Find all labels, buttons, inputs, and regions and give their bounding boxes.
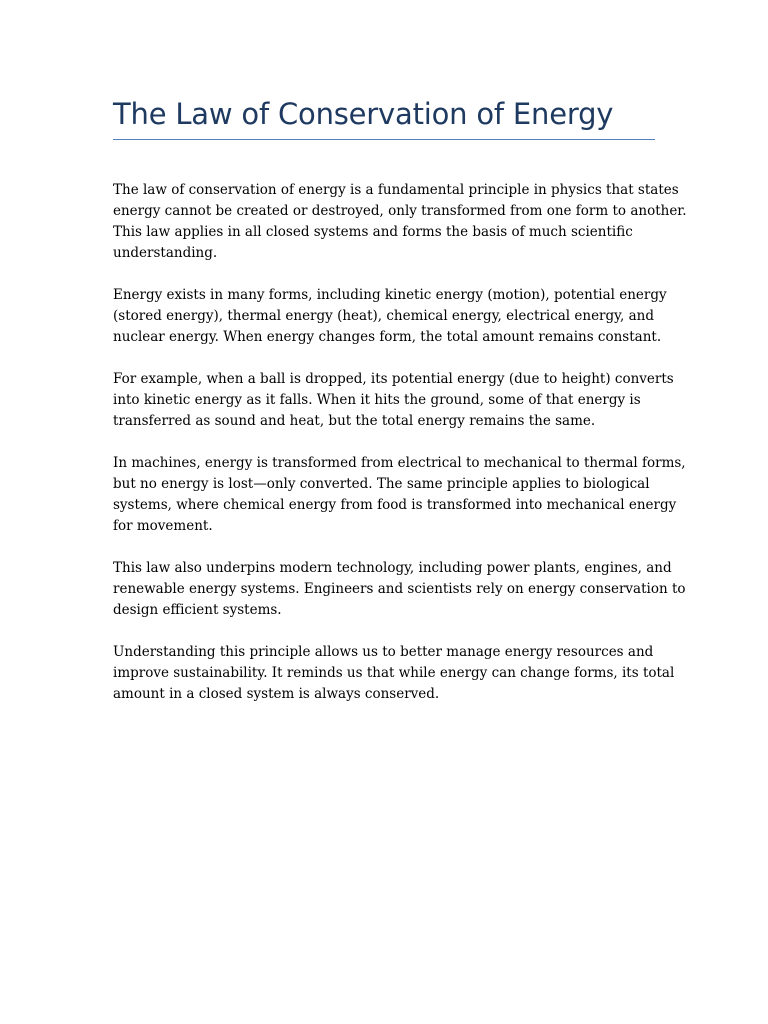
paragraph-line: Understanding this principle allows us to better manage energy resources and (113, 644, 654, 660)
paragraph-2 (113, 285, 673, 348)
paragraph-1 (113, 180, 687, 264)
page-title: The Law of Conservation of Energy (113, 97, 614, 131)
paragraph-line: amount in a closed system is always conserved. (113, 686, 440, 702)
paragraph-line: In machines, energy is transformed from electrical to mechanical to thermal forms, (113, 455, 686, 471)
paragraph-line: understanding. (113, 245, 218, 261)
paragraph-3 (113, 369, 673, 432)
paragraph-line: improve sustainability. It reminds us that while energy can change forms, its total (113, 665, 675, 681)
document-body (113, 180, 687, 726)
paragraph-line: This law applies in all closed systems and forms the basis of much scientific (113, 224, 633, 240)
paragraph-line: The law of conservation of energy is a fundamental principle in physics that states (113, 182, 679, 198)
paragraph-4 (113, 453, 686, 537)
paragraph-line: Energy exists in many forms, including kinetic energy (motion), potential energy (113, 287, 667, 303)
paragraph-line: into kinetic energy as it falls. When it hits the ground, some of that energy is (113, 392, 641, 408)
title-underline-rule (113, 139, 655, 140)
paragraph-line: nuclear energy. When energy changes form, the total amount remains constant. (113, 329, 662, 345)
paragraph-line: For example, when a ball is dropped, its potential energy (due to height) converts (113, 371, 674, 387)
paragraph-5 (113, 558, 686, 621)
paragraph-line: design efficient systems. (113, 602, 282, 618)
paragraph-line: systems, where chemical energy from food is transformed into mechanical energy (113, 497, 677, 513)
paragraph-line: renewable energy systems. Engineers and scientists rely on energy conservation to (113, 581, 686, 597)
paragraph-line: for movement. (113, 518, 213, 534)
paragraph-line: transferred as sound and heat, but the total energy remains the same. (113, 413, 596, 429)
paragraph-line: energy cannot be created or destroyed, only transformed from one form to another. (113, 203, 687, 219)
paragraph-line: This law also underpins modern technology, including power plants, engines, and (113, 560, 672, 576)
paragraph-line: (stored energy), thermal energy (heat), chemical energy, electrical energy, and (113, 308, 654, 324)
paragraph-6 (113, 642, 673, 705)
paragraph-line: but no energy is lost—only converted. The same principle applies to biological (113, 476, 650, 492)
